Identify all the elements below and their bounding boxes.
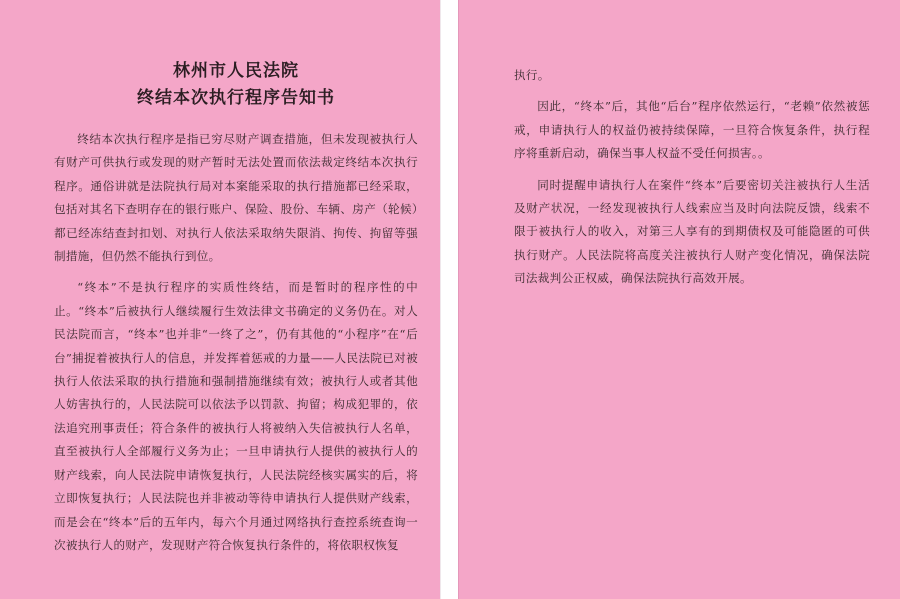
page-edge-left bbox=[440, 0, 441, 599]
paragraph-conclusion: 因此，“终本”后，其他“后台”程序依然运行，“老赖”依然被惩戒，申请执行人的权益仍被持续保障，一旦符合恢复条件，执行程序将重新启动，确保当事人权益不受任何损害。。 bbox=[514, 99, 870, 161]
paragraph-continuation: 执行。 bbox=[514, 68, 550, 82]
paragraph-reminder: 同时提醒申请执行人在案件“终本”后要密切关注被执行人生活及财产状况，一经发现被执行人线索应当及时向法院反馈，线索不限于被执行人的收入，对第三人享有的到期债权及可能隐匿的可供执行财产。人民法院将高度关注被执行人财产变化情况，确保法院司法裁判公正权威，确保法院执行高效开展。 bbox=[514, 177, 870, 286]
left-page bbox=[0, 0, 440, 599]
notice-title: 终结本次执行程序告知书 bbox=[137, 88, 335, 108]
court-name-title: 林州市人民法院 bbox=[173, 61, 299, 81]
paragraph-explanation: “终本”不是执行程序的实质性终结，而是暂时的程序性的中止。“终本”后被执行人继续履行生效法律文书确定的义务仍在。对人民法院而言，“终本”也并非“一终了之”，仍有其他的“小程序”在“后台”捕捉着被执行人的信息，并发挥着惩戒的力量——人民法院已对被执行人依法采取的执行措施和强制措施继续有效；被执行人或者其他人妨害执行的，人民法院可以依法予以罚款、拘留；构成犯罪的，依法追究刑事责任；符合条件的被执行人将被纳入失信被执行人名单，直至被执行人全部履行义务为止；一旦申请执行人提供的被执行人的财产线索，向人民法院申请恢复执行，人民法院经核实属实的后，将立即恢复执行；人民法院也并非被动等待申请执行人提供财产线索，而是会在“终本”后的五年内，每六个月通过网络执行查控系统查询一次被执行人的财产，发现财产符合恢复执行条件的，将依职权恢复 bbox=[54, 280, 418, 552]
right-page bbox=[458, 0, 900, 599]
document-title bbox=[54, 58, 418, 112]
page-edge-right bbox=[458, 0, 459, 599]
paragraph-definition: 终结本次执行程序是指已穷尽财产调查措施，但未发现被执行人有财产可供执行或发现的财产暂时无法处置而依法裁定终结本次执行程序。通俗讲就是法院执行局对本案能采取的执行措施都已经采取，包括对其名下查明存在的银行账户、保险、股份、车辆、房产（轮候）都已经冻结查封扣划、对执行人依法采取纳失限消、拘传、拘留等强制措施，但仍然不能执行到位。 bbox=[54, 132, 418, 264]
